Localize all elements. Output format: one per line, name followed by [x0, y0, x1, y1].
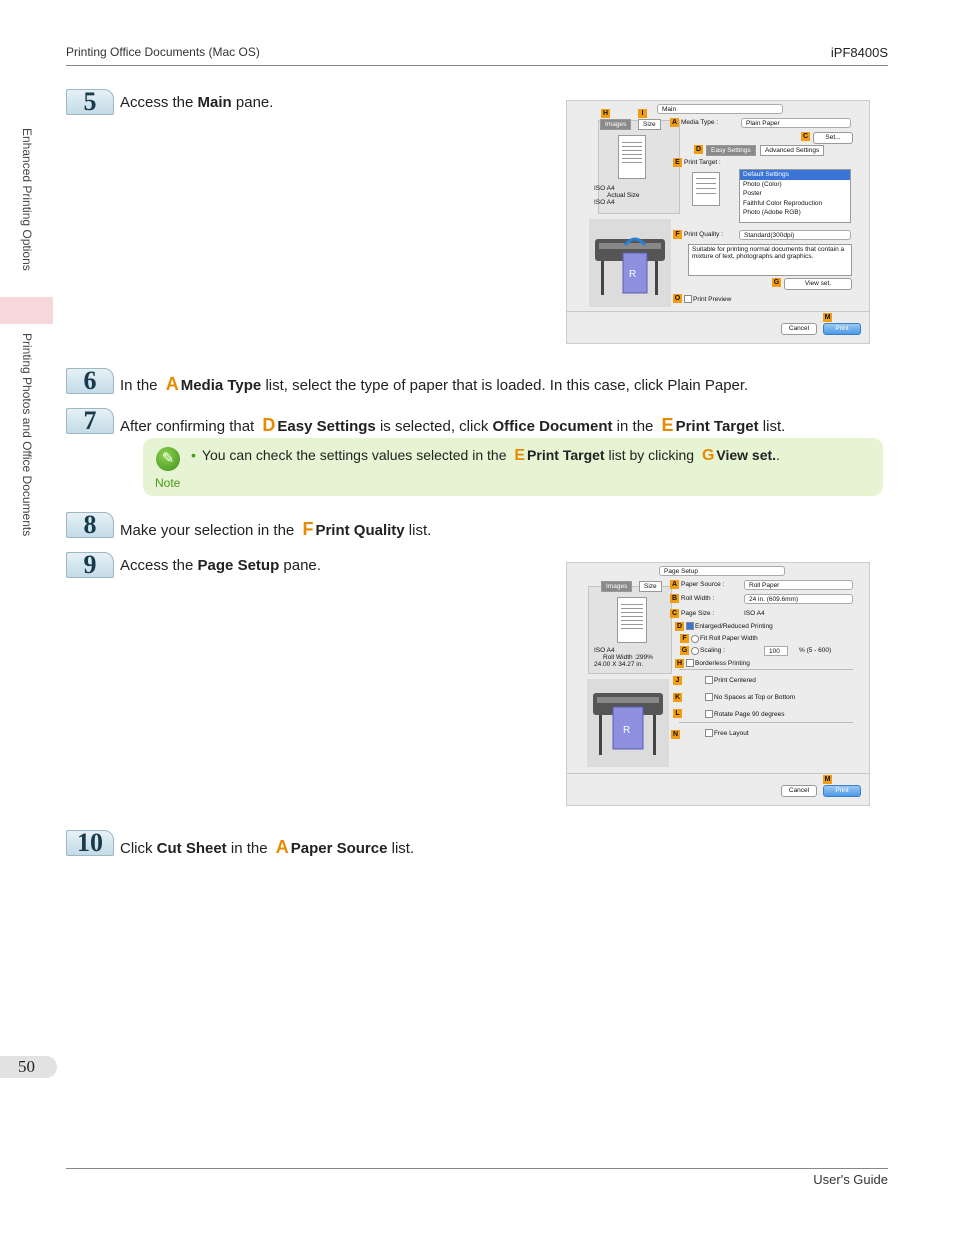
page-setup-screenshot: [566, 562, 870, 806]
print-centered-label: Print Centered: [714, 677, 756, 684]
scaling-label: Scaling :: [700, 647, 725, 654]
print-target-label: Print Target :: [684, 159, 721, 166]
print-preview-label: Print Preview: [693, 296, 732, 303]
quality-description: Suitable for printing normal documents that contain a mixture of text, photographs and graphics.: [688, 244, 852, 276]
paper-info-3: 24.00 X 34.27 in.: [594, 661, 644, 668]
label-c: C: [671, 610, 678, 617]
label-f: F: [673, 230, 682, 239]
label-l: L: [673, 709, 682, 718]
step-text-6: In the A Media Type list, select the type of paper that is loaded. In this case, click Plain Paper.: [120, 374, 749, 394]
step-text-8: Make your selection in the F Print Quality list.: [120, 519, 432, 539]
bullet-icon: •: [191, 447, 196, 463]
print-preview-checkbox[interactable]: [684, 295, 692, 303]
label-a: A: [671, 581, 678, 588]
set-button[interactable]: Set...: [813, 132, 853, 144]
header-section: Printing Office Documents (Mac OS): [66, 45, 260, 59]
scaling-range: % (5 - 600): [799, 647, 832, 654]
label-o: O: [674, 295, 681, 302]
enlarged-checkbox[interactable]: [686, 622, 694, 630]
tab-size[interactable]: Size: [639, 581, 662, 592]
print-quality-label: Print Quality :: [684, 231, 724, 238]
borderless-label: Borderless Printing: [695, 660, 750, 667]
label-g: G: [681, 647, 688, 654]
paper-source-label: Paper Source :: [681, 581, 725, 588]
step-number-7: 7: [66, 408, 114, 434]
paper-info-1: ISO A4: [594, 647, 615, 654]
step-number-9: 9: [66, 552, 114, 578]
footer-rule: [66, 1168, 888, 1169]
label-i: I: [638, 109, 647, 118]
step-text-5: Access the Main pane.: [120, 94, 274, 111]
note-text: • You can check the settings values selected in the E Print Target list by clicking G View set..: [191, 447, 780, 464]
label-j: J: [673, 676, 682, 685]
paper-info-2: Roll Width :299%: [603, 654, 653, 661]
printer-image: [587, 679, 669, 767]
media-type-select[interactable]: Plain Paper: [741, 118, 851, 128]
print-button[interactable]: Print: [823, 785, 861, 797]
side-tab-highlight: [0, 297, 53, 324]
print-centered-checkbox[interactable]: [705, 676, 713, 684]
footer-guide: User's Guide: [813, 1172, 888, 1187]
page-number: 50: [0, 1056, 57, 1078]
paper-info-1: ISO A4: [594, 185, 615, 192]
tab-images[interactable]: Images: [601, 581, 632, 592]
label-h: H: [676, 660, 683, 667]
page-preview: [618, 135, 646, 179]
label-m: M: [824, 314, 831, 321]
step-text-7: After confirming that D Easy Settings is selected, click Office Document in the E Print Target list.: [120, 415, 786, 435]
svg-text:R: R: [629, 269, 637, 280]
pane-select[interactable]: Main: [657, 104, 783, 114]
label-d: D: [676, 623, 683, 630]
label-a: A: [671, 119, 678, 126]
printer-image: [589, 219, 671, 307]
dialog-divider: [567, 773, 869, 774]
fit-roll-radio[interactable]: [691, 635, 699, 643]
tab-easy-settings[interactable]: Easy Settings: [706, 145, 756, 156]
scaling-radio[interactable]: [691, 647, 699, 655]
view-set-button[interactable]: View set.: [784, 278, 852, 290]
print-quality-select[interactable]: Standard(300dpi): [739, 230, 851, 240]
label-f: F: [680, 634, 689, 643]
paper-info-3: ISO A4: [594, 199, 615, 206]
section-divider: [679, 669, 853, 670]
label-n: N: [672, 731, 679, 738]
header-model: iPF8400S: [830, 45, 888, 60]
step-number-10: 10: [66, 830, 114, 856]
scaling-input[interactable]: 100: [764, 646, 788, 656]
side-tab-enhanced[interactable]: Enhanced Printing Options: [20, 128, 34, 271]
roll-width-label: Roll Width :: [681, 595, 715, 602]
label-c: C: [802, 133, 809, 140]
print-target-list[interactable]: [739, 169, 851, 223]
dialog-divider: [567, 311, 869, 312]
side-tab-photos-office[interactable]: Printing Photos and Office Documents: [20, 333, 34, 537]
label-h: H: [602, 110, 609, 117]
borderless-checkbox[interactable]: [686, 659, 694, 667]
paper-source-select[interactable]: Roll Paper: [744, 580, 853, 590]
label-e: E: [673, 158, 682, 167]
roll-width-select[interactable]: 24 in. (609.6mm): [744, 594, 853, 604]
enlarged-label: Enlarged/Reduced Printing: [695, 623, 773, 630]
label-d: D: [695, 146, 702, 153]
label-m: M: [824, 776, 831, 783]
free-layout-checkbox[interactable]: [705, 729, 713, 737]
tab-images[interactable]: Images: [600, 119, 631, 130]
rotate-checkbox[interactable]: [705, 710, 713, 718]
label-k: K: [674, 694, 681, 701]
tab-advanced-settings[interactable]: Advanced Settings: [760, 145, 824, 156]
no-spaces-checkbox[interactable]: [705, 693, 713, 701]
section-divider: [679, 722, 853, 723]
note-label: Note: [155, 476, 181, 490]
print-button[interactable]: Print: [823, 323, 861, 335]
print-target-thumb: [692, 172, 720, 206]
label-g: G: [773, 279, 780, 286]
tab-size[interactable]: Size: [638, 119, 661, 130]
header-rule: [66, 65, 888, 66]
main-pane-screenshot: [566, 100, 870, 344]
step-number-5: 5: [66, 89, 114, 115]
media-type-label: Media Type :: [681, 119, 719, 126]
label-b: B: [671, 595, 678, 602]
paper-info-2: Actual Size: [607, 192, 640, 199]
page-size-label: Page Size :: [681, 610, 715, 617]
free-layout-label: Free Layout: [714, 730, 749, 737]
step-number-6: 6: [66, 368, 114, 394]
no-spaces-label: No Spaces at Top or Bottom: [714, 694, 796, 701]
pane-select[interactable]: Page Setup: [659, 566, 785, 576]
svg-text:R: R: [623, 725, 631, 736]
step-text-10: Click Cut Sheet in the A Paper Source list.: [120, 837, 415, 857]
print-target-item[interactable]: Default Settings: [740, 170, 850, 180]
rotate-label: Rotate Page 90 degrees: [714, 711, 785, 718]
print-target-item[interactable]: Faithful Color Reproduction: [743, 199, 823, 207]
note-box: [143, 438, 883, 496]
print-target-item[interactable]: Photo (Color): [743, 180, 782, 188]
print-target-item[interactable]: Photo (Adobe RGB): [743, 209, 801, 217]
print-target-item[interactable]: Poster: [743, 190, 762, 198]
step-text-9: Access the Page Setup pane.: [120, 557, 321, 574]
page-preview: [617, 597, 647, 643]
page-size-value: ISO A4: [744, 610, 765, 617]
cancel-button[interactable]: Cancel: [781, 785, 817, 797]
fit-roll-label: Fit Roll Paper Width: [700, 635, 758, 642]
pencil-icon: ✎: [156, 447, 180, 471]
cancel-button[interactable]: Cancel: [781, 323, 817, 335]
step-number-8: 8: [66, 512, 114, 538]
